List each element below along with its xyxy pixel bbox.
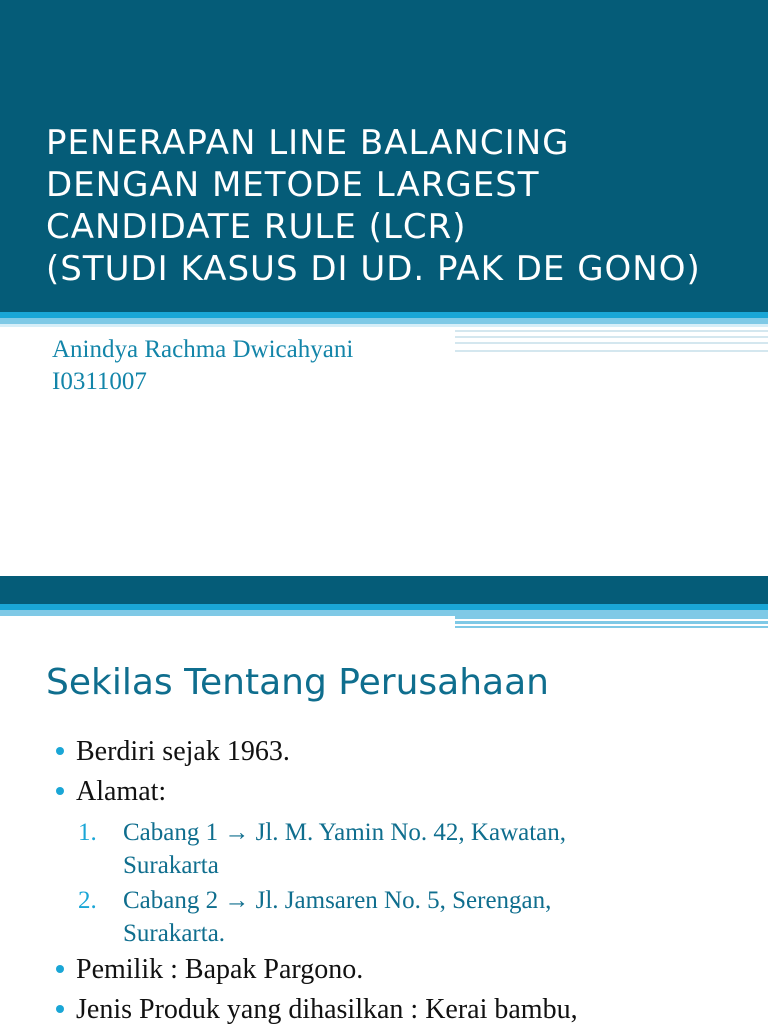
bullet-item [56, 736, 290, 768]
bullet-icon [56, 965, 64, 973]
list-number: 1. [78, 819, 97, 846]
address-text: Cabang 1 → Jl. M. Yamin No. 42, Kawatan, [123, 819, 567, 846]
title-line: CANDIDATE RULE (LCR) [46, 207, 467, 247]
bullet-icon [56, 1005, 64, 1013]
header-band [0, 576, 768, 604]
bullet-text: Alamat: [76, 776, 167, 807]
title-line: (STUDI KASUS DI UD. PAK DE GONO) [46, 249, 701, 289]
bullet-text: Berdiri sejak 1963. [76, 736, 290, 767]
bullet-item [56, 994, 578, 1024]
decor-line [455, 336, 768, 338]
bullet-item [56, 776, 166, 808]
content-slide [0, 576, 768, 1024]
address-text: Surakarta [123, 852, 219, 879]
author-name: Anindya Rachma Dwicahyani [52, 336, 354, 363]
decor-line [455, 330, 768, 332]
bullet-icon [56, 747, 64, 755]
slide-heading: Sekilas Tentang Perusahaan [46, 662, 549, 703]
subtitle-block [52, 334, 353, 398]
bullet-text: Jenis Produk yang dihasilkan : Kerai bambu, [76, 994, 578, 1024]
address-item [78, 816, 566, 882]
presentation-title [46, 122, 746, 290]
student-id: I0311007 [52, 368, 147, 395]
address-text: Cabang 2 → Jl. Jamsaren No. 5, Serengan, [123, 887, 552, 914]
bullet-icon [56, 787, 64, 795]
title-line: DENGAN METODE LARGEST [46, 165, 540, 205]
accent-stripe [0, 324, 768, 327]
title-line: PENERAPAN LINE BALANCING [46, 123, 570, 163]
list-number: 2. [78, 887, 97, 914]
address-item [78, 884, 551, 950]
decor-line [455, 350, 768, 352]
decor-stripes [455, 616, 768, 628]
decor-line [455, 342, 768, 344]
bullet-text: Pemilik : Bapak Pargono. [76, 954, 364, 985]
address-text: Surakarta. [123, 920, 226, 947]
bullet-item [56, 954, 363, 986]
